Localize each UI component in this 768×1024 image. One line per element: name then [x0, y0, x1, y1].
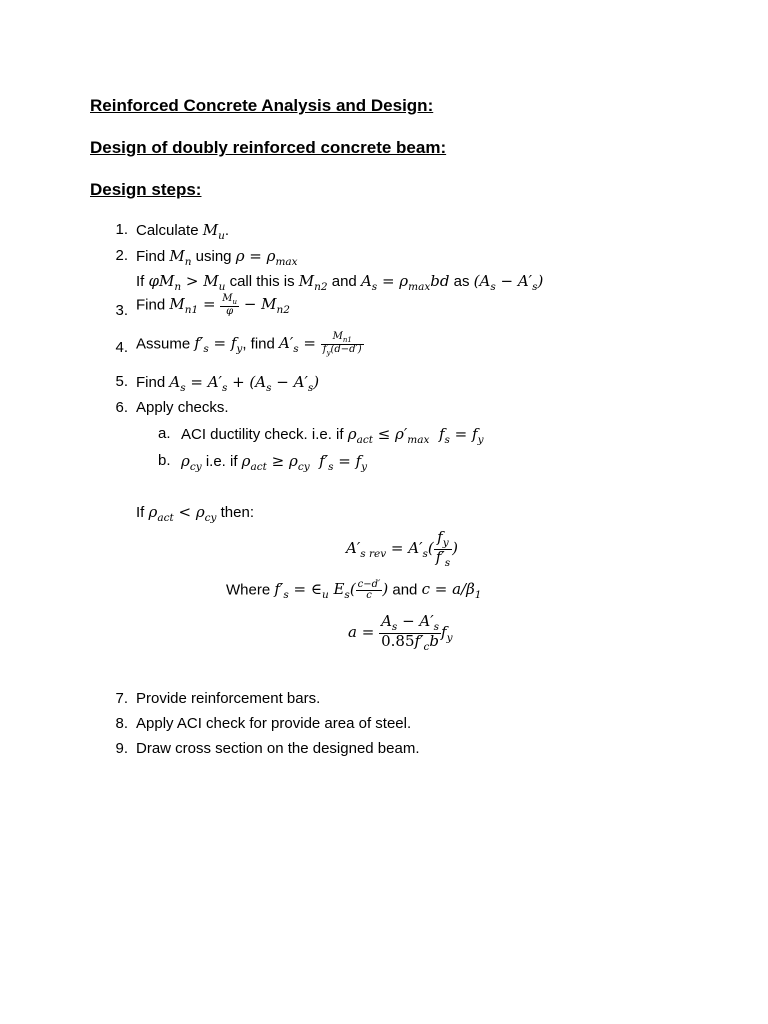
step-1-formula: $M_u$. — [202, 221, 230, 242]
step-2-using: using — [195, 248, 232, 265]
step-8-number: 8. — [115, 715, 128, 732]
step-6a-number: a. — [158, 425, 171, 442]
step-2-number: 2. — [115, 247, 128, 264]
step-5-text: Find — [136, 374, 166, 391]
section-heading-design: Design of doubly reinforced concrete beam: — [90, 138, 447, 157]
step-3-formula: $M_{n1}$ = $\frac{M_u}{\varphi}$ − $M_{n2}$ — [169, 293, 290, 317]
step-1-text: Calculate — [136, 222, 199, 239]
where-and: and — [392, 581, 418, 599]
step-4 — [136, 332, 364, 357]
step-9-number: 9. — [115, 740, 128, 757]
condition-if: If — [136, 504, 145, 521]
where-formula-fs: $f'_s$ = $\in_u$ $E_s$( $\frac{c-d'}{c}$ ) — [274, 579, 389, 602]
step-2-call: call this is — [229, 273, 295, 290]
step-5-formula: $A_s = A'_s + (A_s - A'_s)$ — [169, 373, 320, 394]
step-2-text: Find — [136, 248, 166, 265]
step-2-condition — [136, 272, 543, 293]
step-4-number: 4. — [115, 339, 128, 356]
step-2-formula-diff: $(A_s - A'_s)$ — [473, 272, 544, 293]
step-6b-formula: $\rho_{act} \ge \rho_{cy}$ $f'_s = f_y$ — [241, 452, 368, 473]
step-6-text: Apply checks. — [136, 399, 229, 416]
where-text: Where — [226, 581, 271, 599]
step-3-text: Find — [136, 296, 166, 314]
step-2-if: If — [136, 273, 145, 290]
step-2-formula-mn: $M_n$ — [169, 247, 192, 268]
where-line — [226, 580, 481, 601]
document-title: Reinforced Concrete Analysis and Design: — [90, 96, 434, 115]
step-2 — [136, 247, 298, 268]
condition-then: then: — [220, 504, 255, 521]
step-1-number: 1. — [115, 221, 128, 238]
step-5-number: 5. — [115, 373, 128, 390]
step-6b-number: b. — [158, 452, 171, 469]
formula-a: a = $\frac{A_s - A'_s}{0.85f'_cb}$ $f_y$ — [348, 612, 453, 653]
step-9-text: Draw cross section on the designed beam. — [136, 740, 420, 757]
step-4-formula-fs: $f'_s = f_y$ — [194, 334, 243, 356]
step-6b — [181, 452, 367, 473]
step-7-number: 7. — [115, 690, 128, 707]
step-4-text: Assume — [136, 335, 191, 353]
step-2-formula-mn2: $M_{n2}$ — [298, 272, 328, 293]
step-6a-text: ACI ductility check. i.e. if — [181, 426, 344, 443]
section-heading-steps: Design steps: — [90, 180, 202, 199]
step-4-formula-as: $A'_s$ = $\frac{M_{n1}}{f_y(d-d')}$ — [279, 331, 362, 357]
step-2-formula-cond: $\varphi M_n > M_u$ — [148, 272, 226, 293]
step-5 — [136, 373, 319, 394]
step-6-number: 6. — [115, 399, 128, 416]
step-6a-formula: $\rho_{act} \le \rho'_{max}$ $f_s = f_y$ — [347, 425, 484, 446]
step-2-as: as — [453, 273, 470, 290]
where-formula-c: $c = a/\beta_1$ — [421, 580, 482, 602]
step-6b-formula-rho: $\rho_{cy}$ — [181, 452, 202, 473]
step-3-number: 3. — [115, 302, 128, 319]
step-8-text: Apply ACI check for provide area of steel. — [136, 715, 412, 732]
step-1 — [136, 221, 229, 242]
condition-line — [136, 503, 254, 524]
step-2-formula-rho: $\rho = \rho_{max}$ — [235, 247, 298, 268]
step-6b-ie: i.e. if — [205, 453, 238, 470]
step-2-and: and — [331, 273, 357, 290]
step-6a — [181, 425, 484, 446]
step-4-find: , find — [242, 335, 275, 353]
step-3 — [136, 294, 290, 317]
step-7-text: Provide reinforcement bars. — [136, 690, 321, 707]
formula-as-rev: $A'_{s rev} = A'_s$( $\frac{f_y}{f'_s}$ ) — [346, 528, 458, 569]
step-2-formula-as: $A_s = \rho_{max}bd$ — [360, 272, 450, 293]
condition-formula: $\rho_{act} < \rho_{cy}$ — [148, 503, 217, 524]
